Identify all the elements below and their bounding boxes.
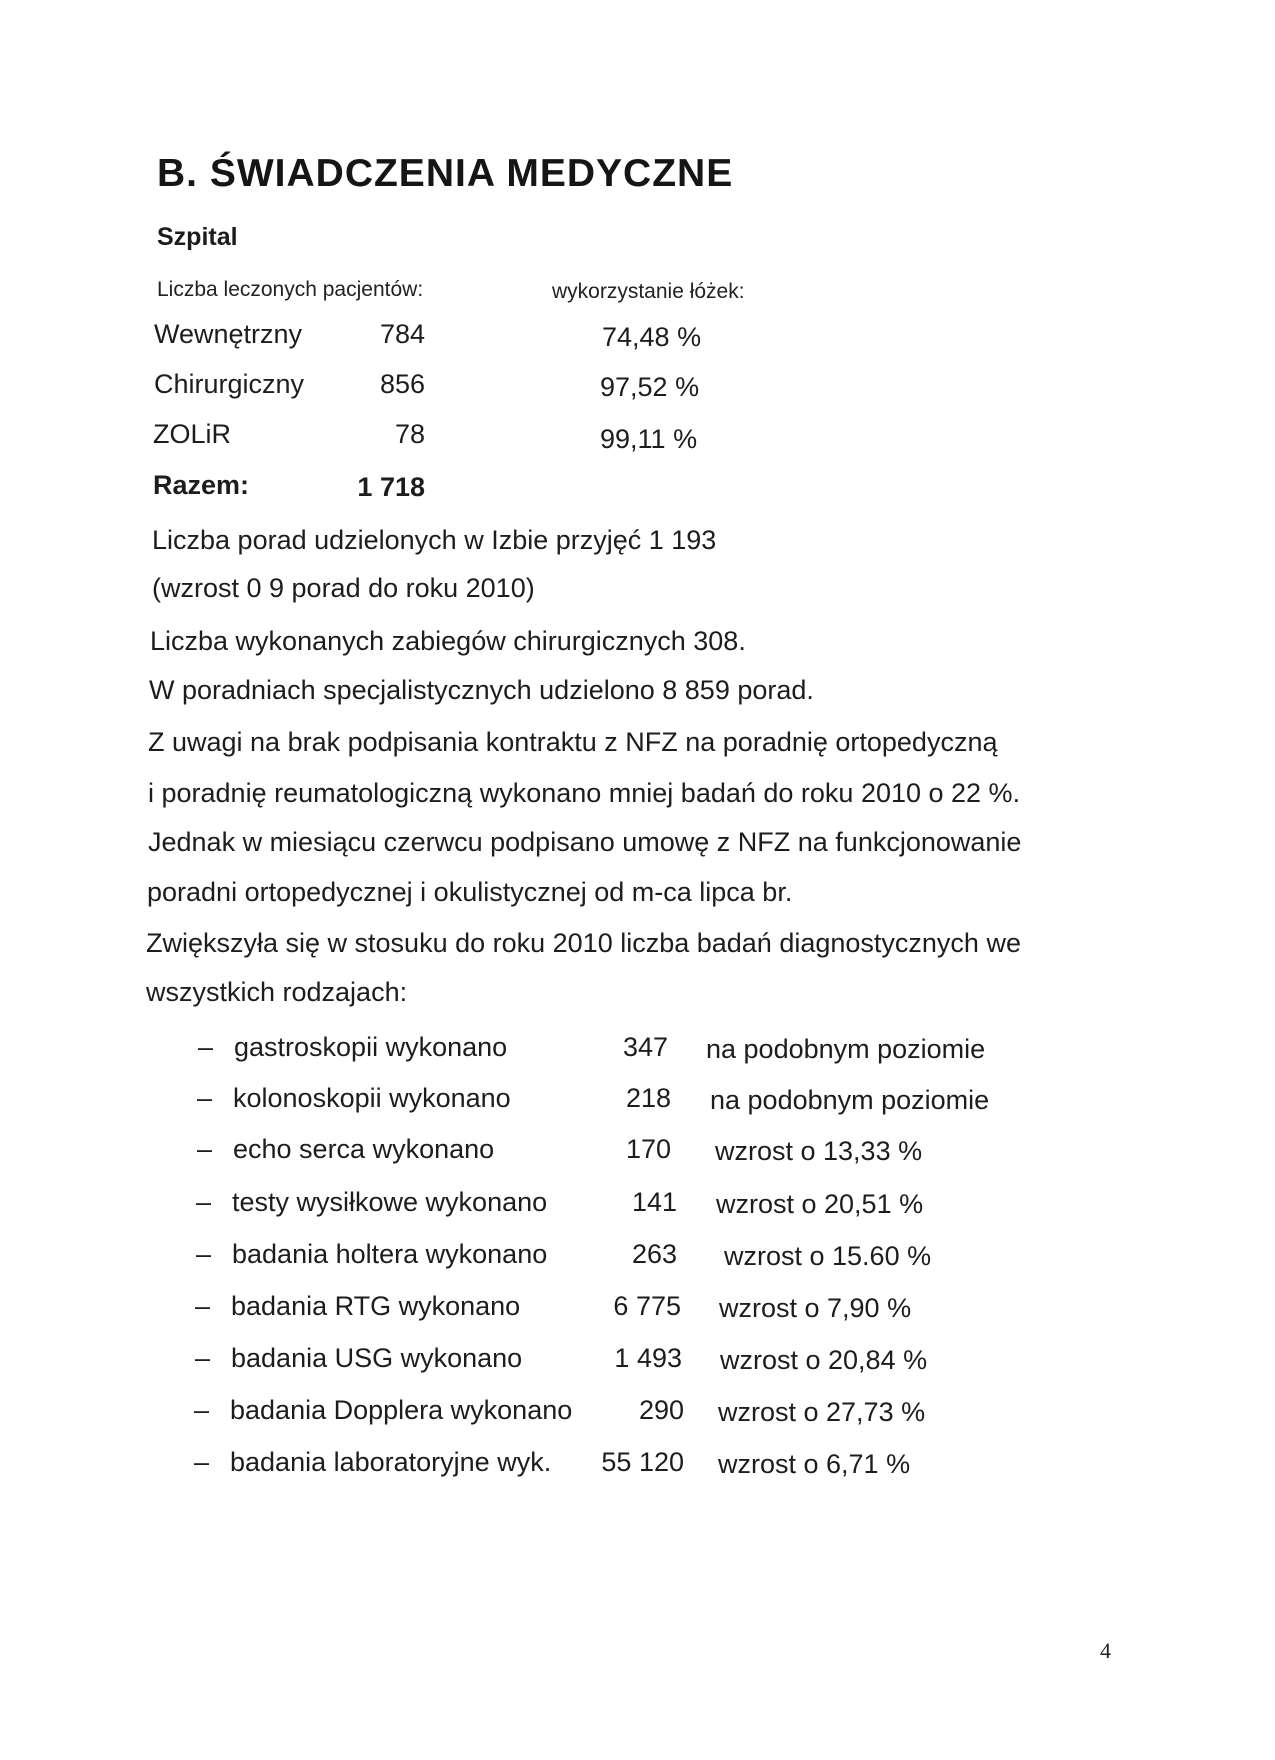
dash-bullet: – (197, 1134, 213, 1164)
exam-label: badania USG wykonano (231, 1343, 523, 1373)
total-label: Razem: (153, 470, 250, 500)
dash-bullet: – (195, 1343, 211, 1373)
paragraph-line: wszystkich rodzajach: (146, 977, 408, 1007)
exam-label: badania RTG wykonano (231, 1291, 521, 1321)
paragraph-line: W poradniach specjalistycznych udzielono 8 859 porad. (149, 675, 814, 705)
exam-label: badania laboratoryjne wyk. (230, 1447, 552, 1477)
dash-bullet: – (194, 1395, 210, 1425)
bed-usage-value: 99,11 % (600, 424, 698, 454)
page-number: 4 (1100, 1638, 1111, 1663)
exam-change: na podobnym poziomie (710, 1085, 990, 1115)
exam-count: 1 493 (614, 1343, 682, 1373)
patient-count: 784 (379, 319, 425, 349)
dash-bullet: – (198, 1032, 214, 1062)
paragraph-line: Z uwagi na brak podpisania kontraktu z NFZ na poradnię ortopedyczną (148, 727, 998, 757)
exam-count: 290 (638, 1395, 684, 1425)
exam-count: 55 120 (601, 1447, 684, 1477)
exam-change: wzrost o 7,90 % (719, 1293, 912, 1323)
exam-change: wzrost o 15.60 % (724, 1241, 932, 1271)
exam-change: na podobnym poziomie (706, 1034, 986, 1064)
exam-label: gastroskopii wykonano (234, 1032, 508, 1062)
exam-change: wzrost o 6,71 % (718, 1449, 911, 1479)
hospital-subheading: Szpital (157, 223, 238, 251)
exam-change: wzrost o 13,33 % (715, 1136, 923, 1166)
exam-count: 170 (625, 1134, 671, 1164)
exam-change: wzrost o 20,51 % (716, 1189, 924, 1219)
dash-bullet: – (195, 1291, 211, 1321)
list-item (194, 1395, 1094, 1431)
paragraph-line: (wzrost 0 9 porad do roku 2010) (152, 573, 535, 603)
exam-label: badania holtera wykonano (232, 1239, 548, 1269)
department-name: Wewnętrzny (154, 319, 303, 349)
department-name: ZOLiR (153, 419, 232, 449)
patients-count-label: Liczba leczonych pacjentów: (157, 278, 424, 301)
paragraph-line: poradni ortopedycznej i okulistycznej od m-ca lipca br. (147, 877, 793, 907)
dash-bullet: – (196, 1239, 212, 1269)
bed-usage-label: wykorzystanie łóżek: (552, 280, 745, 303)
patient-count: 856 (379, 369, 425, 399)
list-item (194, 1447, 1094, 1483)
dash-bullet: – (197, 1083, 213, 1113)
exam-count: 263 (631, 1239, 677, 1269)
exam-label: echo serca wykonano (233, 1134, 495, 1164)
paragraph-line: Zwiększyła się w stosuku do roku 2010 liczba badań diagnostycznych we (146, 928, 1021, 958)
paragraph-line: Liczba porad udzielonych w Izbie przyjęć 1 193 (152, 525, 717, 555)
bed-usage-value: 74,48 % (602, 322, 702, 352)
list-item (197, 1134, 1097, 1170)
total-value: 1 718 (357, 472, 425, 502)
list-item (197, 1083, 1097, 1119)
dash-bullet: – (196, 1187, 212, 1217)
exam-change: wzrost o 20,84 % (720, 1345, 928, 1375)
exam-label: testy wysiłkowe wykonano (232, 1187, 548, 1217)
exam-count: 347 (622, 1032, 668, 1062)
list-item (196, 1187, 1096, 1223)
exam-label: kolonoskopii wykonano (233, 1083, 511, 1113)
list-item (195, 1291, 1095, 1327)
bed-usage-value: 97,52 % (600, 372, 700, 402)
section-heading: B. ŚWIADCZENIA MEDYCZNE (157, 152, 734, 195)
exam-label: badania Dopplera wykonano (230, 1395, 573, 1425)
exam-count: 6 775 (613, 1291, 681, 1321)
list-item (195, 1343, 1095, 1379)
paragraph-line: Liczba wykonanych zabiegów chirurgicznych 308. (150, 626, 746, 656)
list-item (198, 1032, 1098, 1068)
paragraph-line: i poradnię reumatologiczną wykonano mniej badań do roku 2010 o 22 %. (148, 778, 1021, 808)
dash-bullet: – (194, 1447, 210, 1477)
exam-count: 141 (631, 1187, 677, 1217)
exam-count: 218 (625, 1083, 671, 1113)
department-name: Chirurgiczny (154, 369, 305, 399)
exam-change: wzrost o 27,73 % (718, 1397, 926, 1427)
list-item (196, 1239, 1096, 1275)
paragraph-line: Jednak w miesiącu czerwcu podpisano umowę z NFZ na funkcjonowanie (148, 827, 1022, 857)
patient-count: 78 (394, 419, 425, 449)
